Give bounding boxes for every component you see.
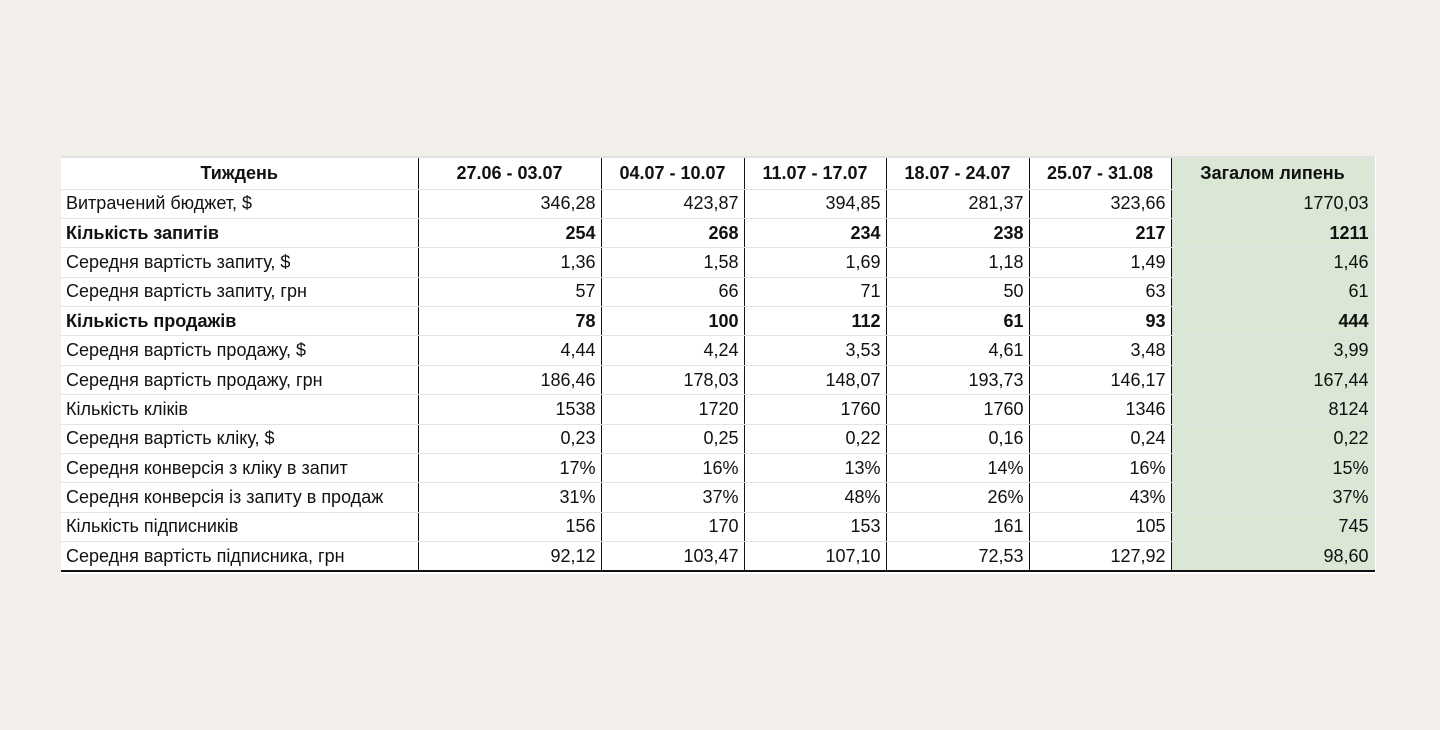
value-cell[interactable]: 0,23: [418, 424, 601, 453]
value-cell[interactable]: 43%: [1029, 483, 1171, 512]
row-label[interactable]: Середня вартість підписника, грн: [61, 542, 418, 571]
value-cell[interactable]: 61: [886, 307, 1029, 336]
value-cell[interactable]: 17%: [418, 454, 601, 483]
header-period-2[interactable]: 04.07 - 10.07: [601, 157, 744, 189]
total-cell[interactable]: 98,60: [1171, 542, 1374, 571]
row-label[interactable]: Кількість підписників: [61, 512, 418, 541]
value-cell[interactable]: 3,53: [744, 336, 886, 365]
row-label[interactable]: Середня конверсія із запиту в продаж: [61, 483, 418, 512]
row-label[interactable]: Середня вартість продажу, грн: [61, 365, 418, 394]
value-cell[interactable]: 1,36: [418, 248, 601, 277]
header-week[interactable]: Тиждень: [61, 157, 418, 189]
table-body: [61, 189, 1374, 571]
total-cell[interactable]: 0,22: [1171, 424, 1374, 453]
table-row: [61, 307, 1374, 336]
value-cell[interactable]: 14%: [886, 454, 1029, 483]
value-cell[interactable]: 1720: [601, 395, 744, 424]
value-cell[interactable]: 100: [601, 307, 744, 336]
total-cell[interactable]: 61: [1171, 277, 1374, 306]
header-period-1[interactable]: 27.06 - 03.07: [418, 157, 601, 189]
value-cell[interactable]: 1760: [744, 395, 886, 424]
spreadsheet-table-container: [61, 156, 1376, 574]
value-cell[interactable]: 146,17: [1029, 365, 1171, 394]
header-total[interactable]: Загалом липень: [1171, 157, 1374, 189]
total-cell[interactable]: 1211: [1171, 218, 1374, 247]
value-cell[interactable]: 57: [418, 277, 601, 306]
value-cell[interactable]: 0,22: [744, 424, 886, 453]
value-cell[interactable]: 178,03: [601, 365, 744, 394]
value-cell[interactable]: 254: [418, 218, 601, 247]
value-cell[interactable]: 268: [601, 218, 744, 247]
value-cell[interactable]: 0,16: [886, 424, 1029, 453]
value-cell[interactable]: 281,37: [886, 189, 1029, 218]
header-period-4[interactable]: 18.07 - 24.07: [886, 157, 1029, 189]
value-cell[interactable]: 78: [418, 307, 601, 336]
total-cell[interactable]: 1,46: [1171, 248, 1374, 277]
table-row: [61, 424, 1374, 453]
value-cell[interactable]: 1,18: [886, 248, 1029, 277]
table-row: [61, 218, 1374, 247]
header-period-5[interactable]: 25.07 - 31.08: [1029, 157, 1171, 189]
total-cell[interactable]: 37%: [1171, 483, 1374, 512]
value-cell[interactable]: 217: [1029, 218, 1171, 247]
total-cell[interactable]: 444: [1171, 307, 1374, 336]
value-cell[interactable]: 1,58: [601, 248, 744, 277]
row-label[interactable]: Середня вартість продажу, $: [61, 336, 418, 365]
value-cell[interactable]: 92,12: [418, 542, 601, 571]
total-cell[interactable]: 167,44: [1171, 365, 1374, 394]
table-row: [61, 365, 1374, 394]
value-cell[interactable]: 93: [1029, 307, 1171, 336]
value-cell[interactable]: 0,25: [601, 424, 744, 453]
table-row: [61, 395, 1374, 424]
value-cell[interactable]: 148,07: [744, 365, 886, 394]
table-row: [61, 542, 1374, 571]
header-period-3[interactable]: 11.07 - 17.07: [744, 157, 886, 189]
table-row: [61, 483, 1374, 512]
value-cell[interactable]: 48%: [744, 483, 886, 512]
row-label[interactable]: Середня вартість кліку, $: [61, 424, 418, 453]
total-cell[interactable]: 8124: [1171, 395, 1374, 424]
value-cell[interactable]: 323,66: [1029, 189, 1171, 218]
value-cell[interactable]: 156: [418, 512, 601, 541]
value-cell[interactable]: 72,53: [886, 542, 1029, 571]
value-cell[interactable]: 16%: [601, 454, 744, 483]
value-cell[interactable]: 423,87: [601, 189, 744, 218]
row-label[interactable]: Середня конверсія з кліку в запит: [61, 454, 418, 483]
value-cell[interactable]: 4,61: [886, 336, 1029, 365]
value-cell[interactable]: 50: [886, 277, 1029, 306]
row-label[interactable]: Середня вартість запиту, $: [61, 248, 418, 277]
value-cell[interactable]: 37%: [601, 483, 744, 512]
table-row: [61, 336, 1374, 365]
value-cell[interactable]: 1,49: [1029, 248, 1171, 277]
total-cell[interactable]: 1770,03: [1171, 189, 1374, 218]
value-cell[interactable]: 112: [744, 307, 886, 336]
table-row: [61, 277, 1374, 306]
table-row: [61, 454, 1374, 483]
row-label[interactable]: Кількість кліків: [61, 395, 418, 424]
value-cell[interactable]: 238: [886, 218, 1029, 247]
value-cell[interactable]: 63: [1029, 277, 1171, 306]
weekly-stats-table: [61, 156, 1375, 572]
value-cell[interactable]: 66: [601, 277, 744, 306]
value-cell[interactable]: 4,24: [601, 336, 744, 365]
value-cell[interactable]: 4,44: [418, 336, 601, 365]
value-cell[interactable]: 1538: [418, 395, 601, 424]
row-label[interactable]: Кількість запитів: [61, 218, 418, 247]
value-cell[interactable]: 161: [886, 512, 1029, 541]
value-cell[interactable]: 107,10: [744, 542, 886, 571]
value-cell[interactable]: 31%: [418, 483, 601, 512]
value-cell[interactable]: 1346: [1029, 395, 1171, 424]
value-cell[interactable]: 193,73: [886, 365, 1029, 394]
value-cell[interactable]: 13%: [744, 454, 886, 483]
header-row: [61, 157, 1374, 189]
row-label[interactable]: Середня вартість запиту, грн: [61, 277, 418, 306]
table-row: [61, 248, 1374, 277]
value-cell[interactable]: 127,92: [1029, 542, 1171, 571]
value-cell[interactable]: 16%: [1029, 454, 1171, 483]
value-cell[interactable]: 103,47: [601, 542, 744, 571]
value-cell[interactable]: 0,24: [1029, 424, 1171, 453]
total-cell[interactable]: 3,99: [1171, 336, 1374, 365]
value-cell[interactable]: 26%: [886, 483, 1029, 512]
value-cell[interactable]: 346,28: [418, 189, 601, 218]
row-label[interactable]: Витрачений бюджет, $: [61, 189, 418, 218]
table-row: [61, 189, 1374, 218]
value-cell[interactable]: 3,48: [1029, 336, 1171, 365]
value-cell[interactable]: 170: [601, 512, 744, 541]
value-cell[interactable]: 153: [744, 512, 886, 541]
table-row: [61, 512, 1374, 541]
value-cell[interactable]: 1,69: [744, 248, 886, 277]
value-cell[interactable]: 71: [744, 277, 886, 306]
value-cell[interactable]: 1760: [886, 395, 1029, 424]
row-label[interactable]: Кількість продажів: [61, 307, 418, 336]
value-cell[interactable]: 186,46: [418, 365, 601, 394]
value-cell[interactable]: 105: [1029, 512, 1171, 541]
value-cell[interactable]: 394,85: [744, 189, 886, 218]
total-cell[interactable]: 15%: [1171, 454, 1374, 483]
value-cell[interactable]: 234: [744, 218, 886, 247]
total-cell[interactable]: 745: [1171, 512, 1374, 541]
